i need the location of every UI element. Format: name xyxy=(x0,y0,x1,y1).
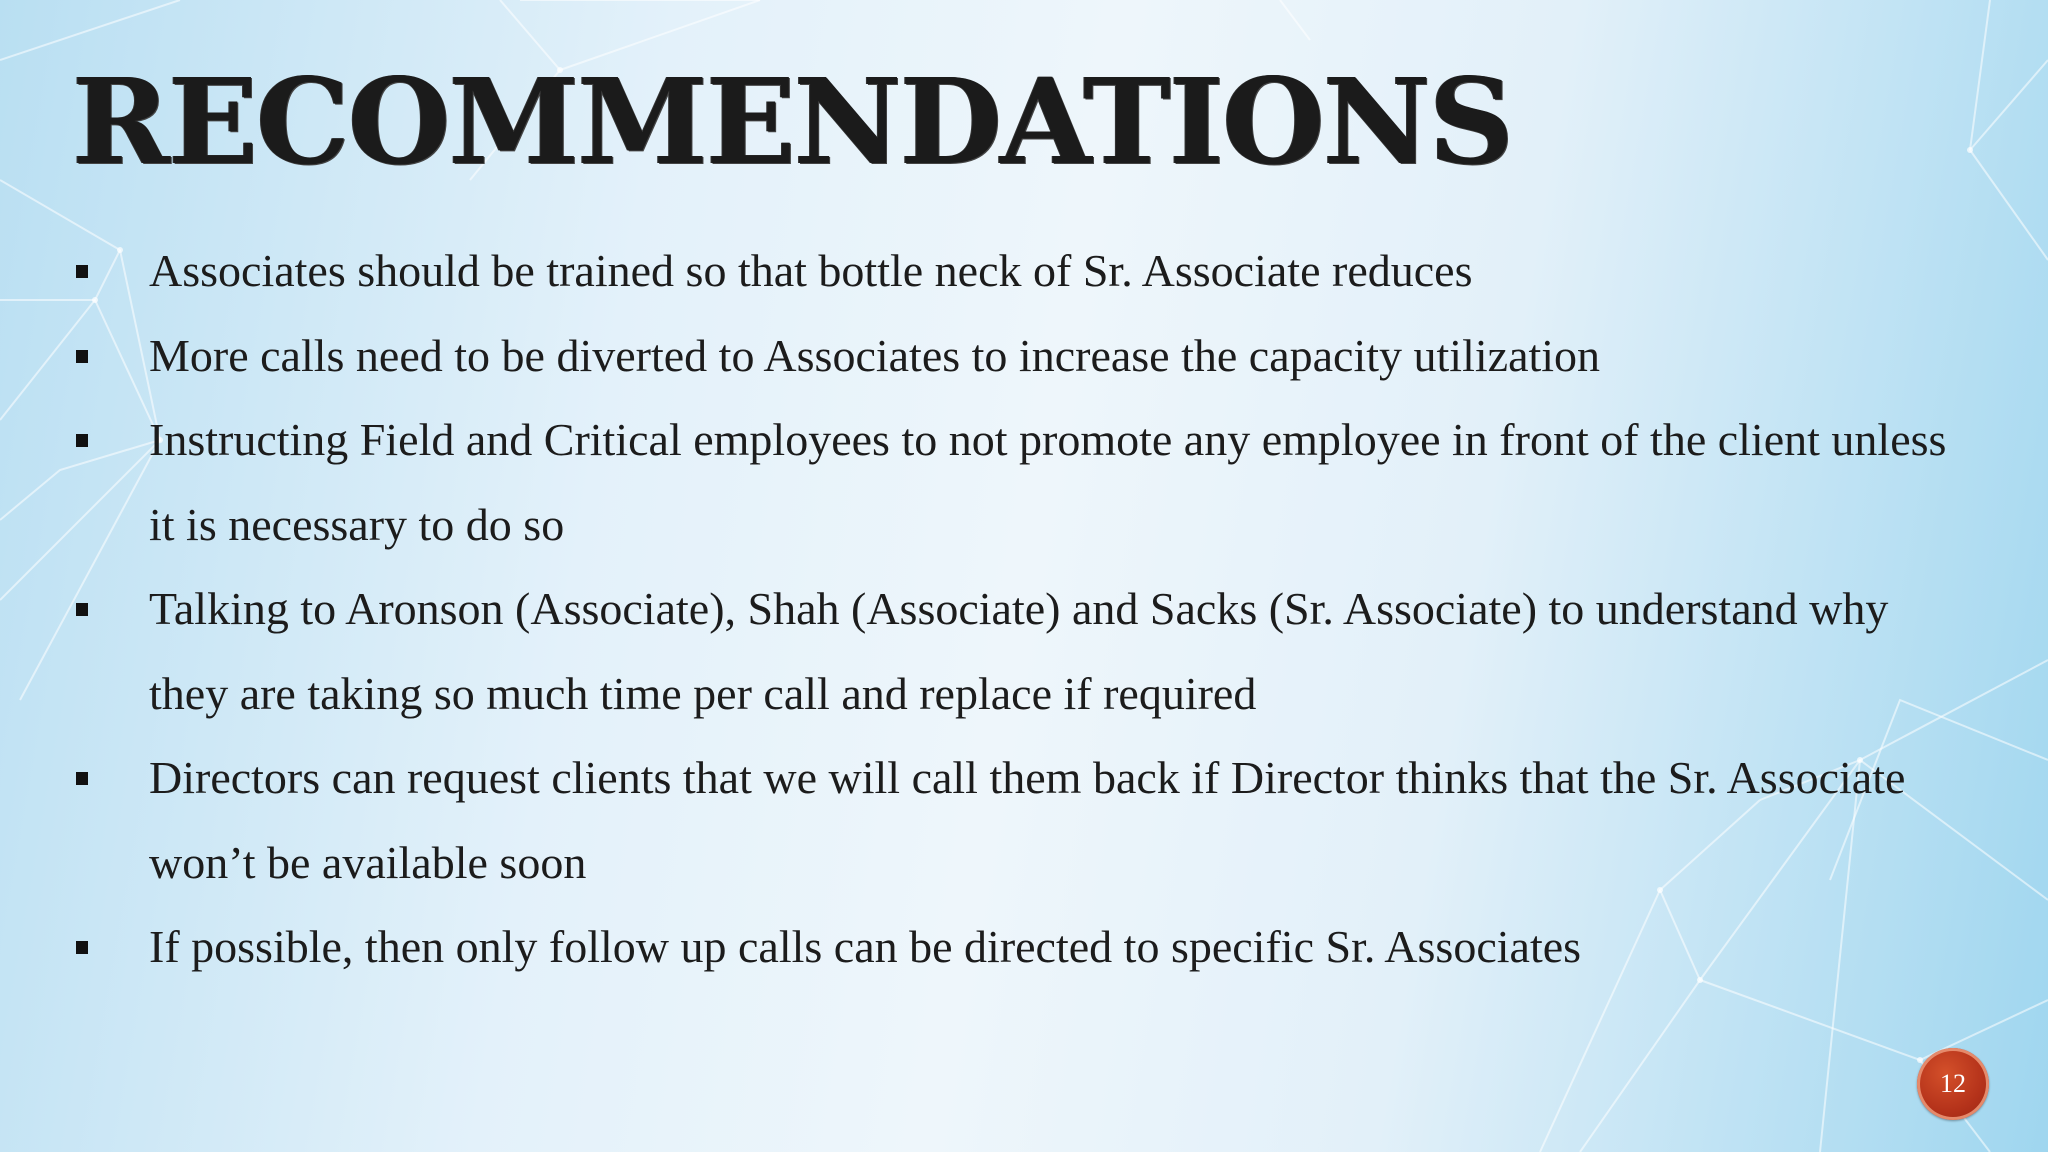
square-bullet-icon xyxy=(76,603,88,616)
square-bullet-icon xyxy=(76,434,88,447)
square-bullet-icon xyxy=(76,941,88,954)
list-item xyxy=(72,229,1972,314)
list-item xyxy=(72,314,1972,399)
list-item-text: If possible, then only follow up calls can be directed to specific Sr. Associates xyxy=(149,921,1582,972)
list-item xyxy=(72,398,1972,567)
square-bullet-icon xyxy=(76,265,88,278)
list-item-text: Directors can request clients that we will call them back if Director thinks that the Sr. Associate won’t be available soon xyxy=(149,752,1906,888)
list-item xyxy=(72,736,1972,905)
square-bullet-icon xyxy=(76,772,88,785)
list-item xyxy=(72,905,1972,990)
list-item-text: More calls need to be diverted to Associates to increase the capacity utilization xyxy=(149,329,1601,381)
list-item xyxy=(72,567,1972,736)
list-item-text: Associates should be trained so that bottle neck of Sr. Associate reduces xyxy=(149,245,1473,296)
recommendation-list xyxy=(72,229,1972,990)
page-number-badge: 12 xyxy=(1917,1048,1989,1120)
square-bullet-icon xyxy=(76,350,88,363)
list-item-text: Talking to Aronson (Associate), Shah (Associate) and Sacks (Sr. Associate) to understand why they are taking so much time per call and replace if required xyxy=(149,583,1889,719)
list-item-text: Instructing Field and Critical employees to not promote any employee in front of the client unless it is necessary to do so xyxy=(149,414,1947,550)
slide-title: RECOMMENDATIONS xyxy=(72,52,1513,191)
